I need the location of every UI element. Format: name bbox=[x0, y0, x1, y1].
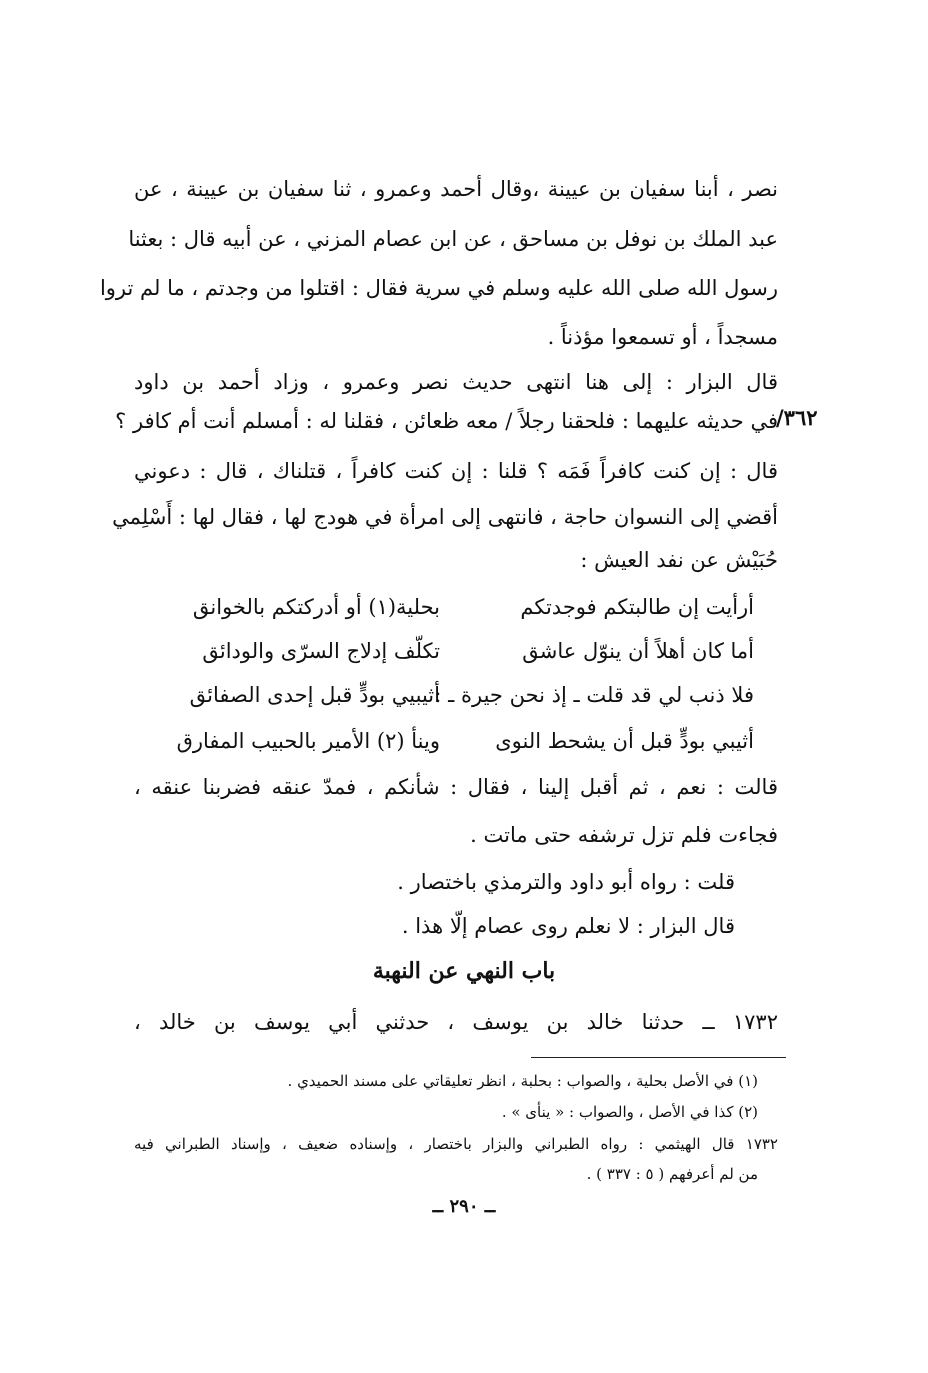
body-line: نصر ، أبنا سفيان بن عيينة ،وقال أحمد وعمرو ، ثنا سفيان بن عيينة ، عن bbox=[134, 177, 778, 201]
body-line: عبد الملك بن نوفل بن مساحق ، عن ابن عصام المزني ، عن أبيه قال : بعثنا bbox=[128, 227, 778, 251]
body-line: في حديثه عليهما : فلحقنا رجلاً / معه ظعائن ، فقلنا له : أمسلم أنت أم كافر ؟ bbox=[115, 409, 778, 433]
margin-page-marker: ٣٦٢/ bbox=[776, 405, 818, 430]
body-line: قال البزار : لا نعلم روى عصام إلّا هذا . bbox=[401, 914, 735, 938]
chapter-heading: باب النهي عن النهبة bbox=[372, 958, 556, 984]
verse-second-hemistich: وينأ (٢) الأمير بالحبيب المفارق bbox=[176, 729, 440, 753]
page-number: ــ ٢٩٠ ــ bbox=[432, 1196, 496, 1217]
body-line: حُبَيْش عن نفد العيش : bbox=[580, 548, 778, 572]
verse-first-hemistich: أرأيت إن طالبتكم فوجدتكم bbox=[520, 595, 754, 619]
verse-first-hemistich: أثيبي بودٍّ قبل أن يشحط النوى bbox=[495, 729, 754, 753]
verse-second-hemistich: بحلية(١) أو أدركتكم بالخوانق bbox=[192, 595, 440, 619]
footnote-separator bbox=[531, 1057, 786, 1058]
body-line: قال : إن كنت كافراً فَمَه ؟ قلنا : إن كنت كافراً ، قتلناك ، قال : دعوني bbox=[134, 459, 778, 483]
hadith-line: ١٧٣٢ ــ حدثنا خالد بن يوسف ، حدثني أبي يوسف بن خالد ، bbox=[134, 1010, 778, 1034]
footnote: من لم أعرفهم ( ٥ : ٣٣٧ ) . bbox=[586, 1165, 758, 1183]
verse-second-hemistich: أثيبيي بودٍّ قبل إحدى الصفائق bbox=[189, 683, 440, 707]
body-line: قالت : نعم ، ثم أقبل إلينا ، فقال : شأنكم ، فمدّ عنقه فضربنا عنقه ، bbox=[134, 775, 778, 799]
footnote: (٢) كذا في الأصل ، والصواب : « ينأى » . bbox=[501, 1103, 758, 1121]
body-line: مسجداً ، أو تسمعوا مؤذناً . bbox=[547, 325, 778, 349]
body-line: قلت : رواه أبو داود والترمذي باختصار . bbox=[397, 870, 735, 894]
footnote: ١٧٣٢ قال الهيثمي : رواه الطبراني والبزار باختصار ، وإسناده ضعيف ، وإسناد الطبراني فيه bbox=[134, 1135, 778, 1153]
footnote: (١) في الأصل بحلية ، والصواب : بحلبة ، انظر تعليقاتي على مسند الحميدي . bbox=[287, 1072, 758, 1090]
body-line: فجاءت فلم تزل ترشفه حتى ماتت . bbox=[470, 823, 778, 847]
verse-first-hemistich: أما كان أهلاً أن ينوّل عاشق bbox=[522, 639, 754, 663]
body-line: أقضي إلى النسوان حاجة ، فانتهى إلى امرأة في هودج لها ، فقال لها : أَسْلِمي bbox=[112, 505, 778, 529]
verse-first-hemistich: فلا ذنب لي قد قلت ـ إذ نحن جيرة ـ : bbox=[434, 683, 754, 707]
body-line: رسول الله صلى الله عليه وسلم في سرية فقال : اقتلوا من وجدتم ، ما لم تروا bbox=[99, 276, 778, 300]
verse-second-hemistich: تكلّف إدلاج السرّى والودائق bbox=[202, 639, 440, 663]
body-line: قال البزار : إلى هنا انتهى حديث نصر وعمرو ، وزاد أحمد بن داود bbox=[134, 370, 778, 394]
